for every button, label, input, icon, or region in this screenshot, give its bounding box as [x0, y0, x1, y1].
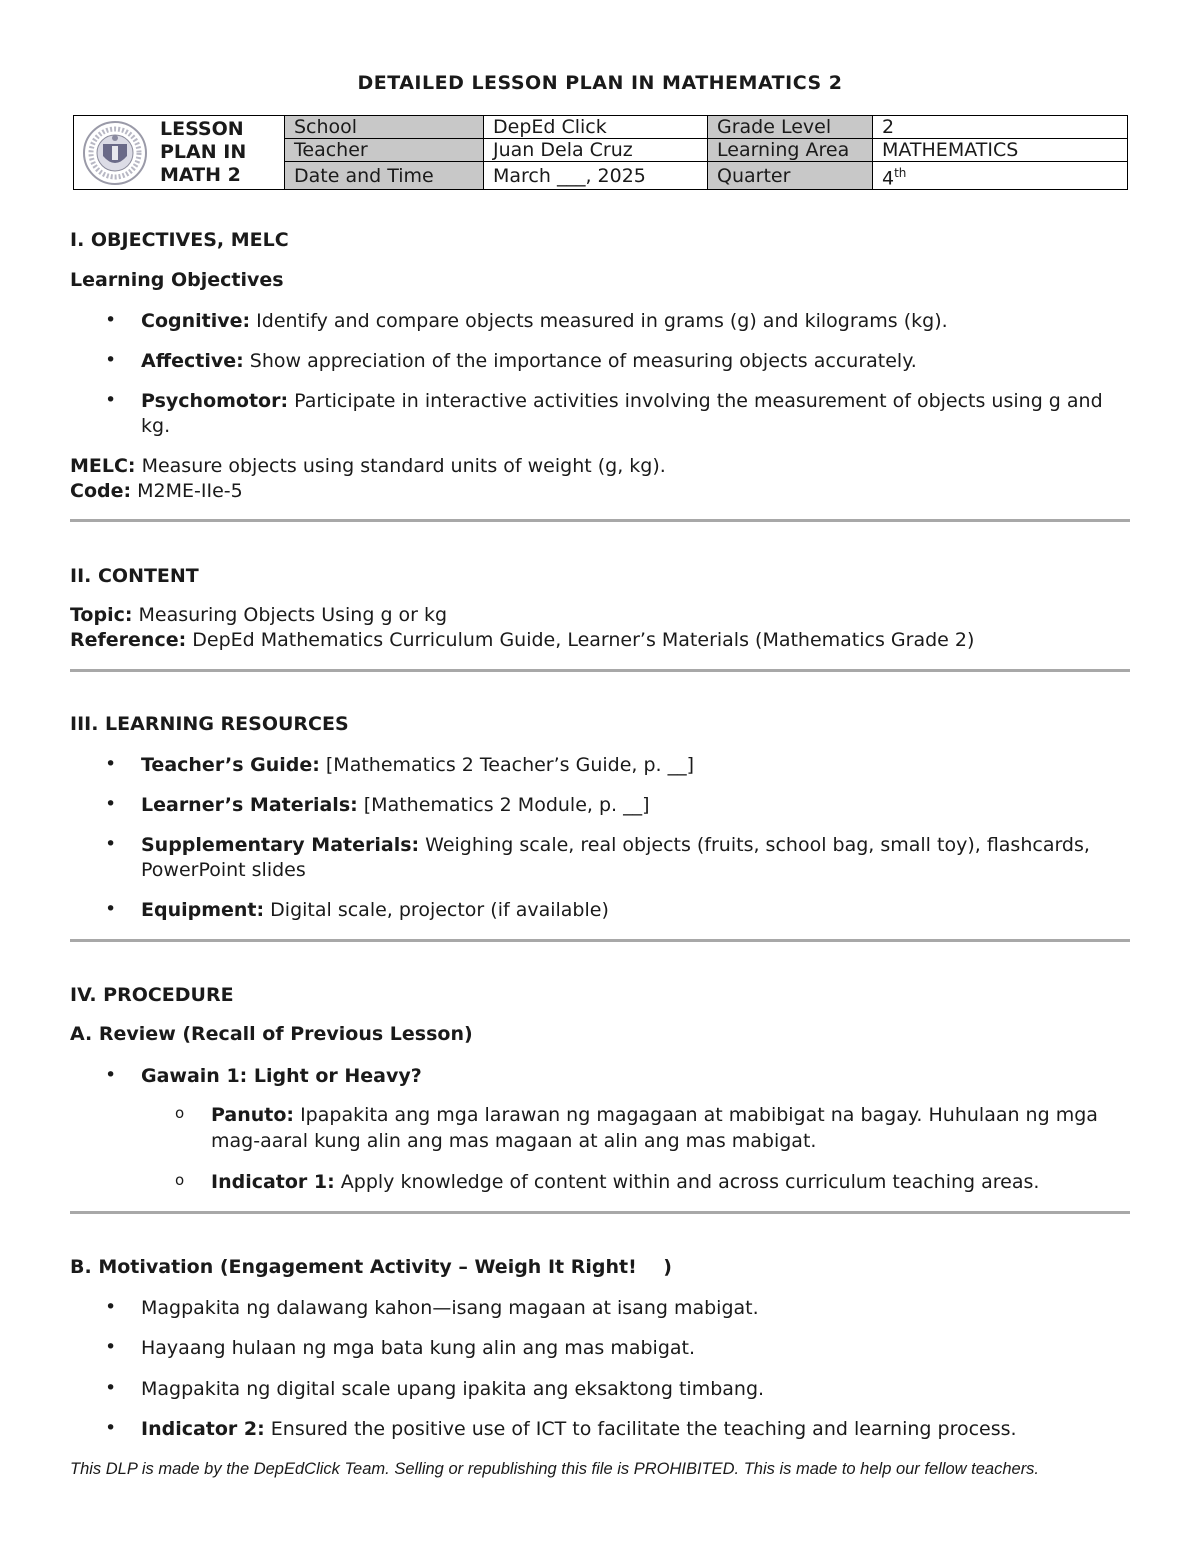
item-text: Hayaang hulaan ng mga bata kung alin ang mas mabigat.: [141, 1337, 696, 1359]
section-divider: [70, 1211, 1130, 1214]
grade-level-value: 2: [873, 116, 1128, 139]
bullet-icon: •: [105, 1377, 117, 1399]
sub-bullet-icon: o: [175, 1104, 185, 1122]
bullet-icon: •: [105, 1336, 117, 1358]
bullet-icon: •: [105, 753, 117, 775]
quarter-label: Quarter: [708, 162, 873, 190]
review-heading: A. Review (Recall of Previous Lesson): [70, 1023, 473, 1045]
item-label: Affective:: [141, 350, 244, 372]
gawain-title: Gawain 1: Light or Heavy?: [141, 1065, 422, 1087]
item-text: Digital scale, projector (if available): [264, 899, 609, 921]
lesson-plan-label: [160, 118, 246, 187]
item-label: Psychomotor:: [141, 390, 289, 412]
deped-seal-icon: [82, 120, 148, 186]
reference-line: [70, 628, 1130, 653]
topic-label: Topic:: [70, 604, 133, 626]
learning-area-value: MATHEMATICS: [873, 139, 1128, 162]
item-text: Identify and compare objects measured in grams (g) and kilograms (kg).: [250, 310, 948, 332]
bullet-icon: •: [105, 898, 117, 920]
school-value: DepEd Click: [484, 116, 708, 139]
item-text: Magpakita ng dalawang kahon—isang magaan at isang mabigat.: [141, 1297, 759, 1319]
bullet-icon: •: [105, 793, 117, 815]
table-row: [74, 116, 1128, 139]
learning-objectives-heading: Learning Objectives: [70, 269, 284, 291]
panuto-text: Ipapakita ang mga larawan ng magagaan at mabibigat na bagay. Huhulaan ng mga mag-aaral kung alin ang mas magaan at alin ang mas mabigat.: [211, 1104, 1098, 1152]
motivation-heading: B. Motivation (Engagement Activity – Weigh It Right! ): [70, 1256, 672, 1278]
bullet-icon: •: [105, 349, 117, 371]
bullet-icon: •: [105, 1064, 117, 1086]
lesson-label-line: MATH 2: [160, 164, 241, 187]
item-text: Participate in interactive activities involving the measurement of objects using g and kg.: [141, 390, 1103, 437]
teacher-value: Juan Dela Cruz: [484, 139, 708, 162]
bullet-icon: •: [105, 389, 117, 411]
topic-text: Measuring Objects Using g or kg: [132, 604, 448, 626]
item-label: Teacher’s Guide:: [141, 754, 320, 776]
bullet-icon: •: [105, 1417, 117, 1439]
indicator1-label: Indicator 1:: [211, 1171, 335, 1193]
date-time-label: Date and Time: [285, 162, 484, 190]
item-text: Weighing scale, real objects (fruits, school bag, small toy), flashcards, PowerPoint slides: [141, 834, 1090, 881]
item-text: [Mathematics 2 Module, p. __]: [357, 794, 650, 816]
reference-text: DepEd Mathematics Curriculum Guide, Learner’s Materials (Mathematics Grade 2): [186, 629, 975, 651]
date-time-value: March ___, 2025: [484, 162, 708, 190]
item-label: Cognitive:: [141, 310, 251, 332]
item-text: Show appreciation of the importance of measuring objects accurately.: [243, 350, 917, 372]
indicator1-text: Apply knowledge of content within and across curriculum teaching areas.: [334, 1171, 1040, 1193]
topic-line: [70, 603, 1130, 628]
reference-label: Reference:: [70, 629, 187, 651]
sub-bullet-icon: o: [175, 1171, 185, 1189]
objectives-heading: I. OBJECTIVES, MELC: [70, 229, 289, 251]
melc-label: MELC:: [70, 455, 136, 477]
grade-level-label: Grade Level: [708, 116, 873, 139]
quarter-suffix: th: [894, 166, 907, 180]
item-text: [Mathematics 2 Teacher’s Guide, p. __]: [319, 754, 695, 776]
resources-heading: III. LEARNING RESOURCES: [70, 713, 349, 735]
lesson-label-line: LESSON: [160, 118, 244, 141]
bullet-icon: •: [105, 833, 117, 855]
school-label: School: [285, 116, 484, 139]
lesson-label-line: PLAN IN: [160, 141, 247, 164]
item-label: Equipment:: [141, 899, 265, 921]
code-label: Code:: [70, 480, 132, 502]
lesson-header-table: [73, 115, 1128, 190]
code-line: [70, 479, 1130, 504]
bullet-icon: •: [105, 309, 117, 331]
footer-note: This DLP is made by the DepEdClick Team. Selling or republishing this file is PROHIBITED. This is made to help our fellow teachers.: [70, 1460, 1040, 1478]
learning-area-label: Learning Area: [708, 139, 873, 162]
item-label: Supplementary Materials:: [141, 834, 420, 856]
section-divider: [70, 669, 1130, 672]
indicator2-label: Indicator 2:: [141, 1418, 265, 1440]
bullet-icon: •: [105, 1296, 117, 1318]
indicator2-text: Ensured the positive use of ICT to facilitate the teaching and learning process.: [264, 1418, 1017, 1440]
melc-text: Measure objects using standard units of weight (g, kg).: [135, 455, 666, 477]
panuto-label: Panuto:: [211, 1104, 295, 1126]
melc-line: [70, 454, 1130, 479]
section-divider: [70, 939, 1130, 942]
item-label: Learner’s Materials:: [141, 794, 358, 816]
quarter-value: [873, 162, 1128, 190]
code-text: M2ME-IIe-5: [131, 480, 243, 502]
item-text: Magpakita ng digital scale upang ipakita ang eksaktong timbang.: [141, 1378, 765, 1400]
logo-cell: [74, 116, 285, 190]
content-heading: II. CONTENT: [70, 565, 199, 587]
section-divider: [70, 519, 1130, 522]
quarter-number: 4: [882, 167, 895, 190]
teacher-label: Teacher: [285, 139, 484, 162]
procedure-heading: IV. PROCEDURE: [70, 984, 234, 1006]
document-title: DETAILED LESSON PLAN IN MATHEMATICS 2: [357, 72, 843, 94]
